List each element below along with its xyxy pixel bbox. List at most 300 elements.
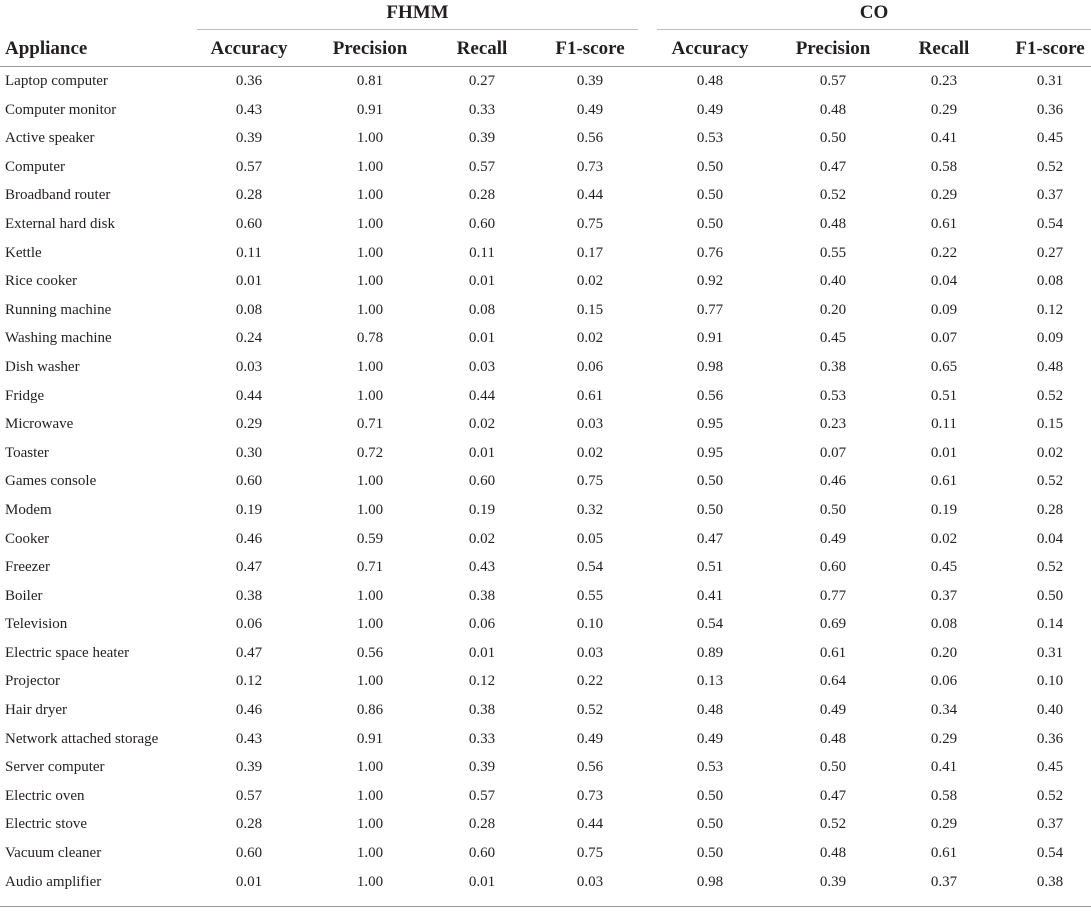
column-header-row: [0, 32, 1091, 67]
metric-value-cell: 0.56: [576, 759, 604, 776]
metric-value-cell: 0.48: [1036, 358, 1064, 375]
table-row: [0, 353, 1091, 382]
appliance-name-cell: Cooker: [5, 530, 50, 547]
co-recall-header: Recall: [918, 38, 970, 59]
table-row: [0, 868, 1091, 897]
metric-value-cell: 0.86: [356, 702, 384, 719]
metric-value-cell: 0.49: [819, 702, 847, 719]
metric-value-cell: 0.75: [576, 845, 604, 862]
appliance-name-cell: Running machine: [5, 301, 112, 318]
metric-value-cell: 0.11: [236, 244, 262, 261]
metric-value-cell: 0.28: [235, 816, 263, 833]
appliance-name-cell: Rice cooker: [5, 273, 78, 290]
table-body: [0, 67, 1091, 896]
metric-value-cell: 0.54: [1036, 845, 1064, 862]
metric-value-cell: 1.00: [356, 473, 384, 490]
table-row: [0, 639, 1091, 668]
metric-value-cell: 0.52: [1036, 559, 1064, 576]
metric-value-cell: 1.00: [356, 845, 384, 862]
metric-value-cell: 0.19: [930, 501, 958, 518]
metric-value-cell: 0.57: [235, 158, 263, 175]
metric-value-cell: 0.57: [819, 73, 847, 89]
table-row: [0, 181, 1091, 210]
appliance-name-cell: Microwave: [5, 416, 74, 433]
metric-value-cell: 0.48: [696, 73, 724, 89]
metric-value-cell: 0.44: [576, 187, 604, 204]
metric-value-cell: 0.52: [1036, 787, 1064, 804]
metric-value-cell: 0.45: [819, 330, 847, 347]
metric-value-cell: 0.28: [468, 816, 496, 833]
metric-value-cell: 0.28: [468, 187, 496, 204]
metric-value-cell: 0.51: [930, 387, 958, 404]
metric-value-cell: 0.06: [576, 358, 604, 375]
metric-value-cell: 0.30: [235, 444, 263, 461]
appliance-name-cell: Games console: [5, 473, 97, 490]
metric-value-cell: 0.49: [819, 530, 847, 547]
metric-value-cell: 0.53: [819, 387, 847, 404]
metric-value-cell: 0.02: [468, 530, 496, 547]
metric-value-cell: 0.20: [819, 301, 847, 318]
metric-value-cell: 0.29: [930, 730, 958, 747]
metric-value-cell: 0.45: [930, 559, 958, 576]
metric-value-cell: 0.50: [696, 845, 724, 862]
group-rule-fhmm: [197, 29, 638, 30]
metric-value-cell: 0.92: [696, 273, 724, 290]
metric-value-cell: 0.04: [1036, 530, 1064, 547]
metric-value-cell: 0.55: [576, 587, 604, 604]
metric-value-cell: 0.56: [356, 644, 384, 661]
metric-value-cell: 1.00: [356, 587, 384, 604]
metric-value-cell: 0.15: [1036, 416, 1064, 433]
metric-value-cell: 0.52: [819, 187, 847, 204]
metric-value-cell: 1.00: [356, 358, 384, 375]
metric-value-cell: 0.39: [235, 759, 263, 776]
metric-value-cell: 0.44: [235, 387, 263, 404]
metric-value-cell: 0.48: [696, 702, 724, 719]
metric-value-cell: 0.53: [696, 130, 724, 147]
metric-value-cell: 0.44: [468, 387, 496, 404]
metric-value-cell: 0.59: [356, 530, 384, 547]
table-row: [0, 239, 1091, 268]
metric-value-cell: 0.75: [576, 215, 604, 232]
metric-value-cell: 0.52: [1036, 387, 1064, 404]
appliance-name-cell: Toaster: [5, 444, 49, 461]
metric-value-cell: 0.43: [468, 559, 496, 576]
metric-value-cell: 0.65: [930, 358, 958, 375]
metric-value-cell: 0.49: [696, 730, 724, 747]
metric-value-cell: 0.49: [576, 730, 604, 747]
metric-value-cell: 0.02: [576, 444, 604, 461]
metric-value-cell: 1.00: [356, 616, 384, 633]
metric-value-cell: 0.31: [1036, 73, 1064, 89]
table-row: [0, 667, 1091, 696]
appliance-name-cell: Network attached storage: [5, 730, 159, 747]
metric-value-cell: 0.91: [356, 101, 384, 118]
table-bottom-rule: [0, 906, 1091, 907]
metric-value-cell: 0.24: [235, 330, 263, 347]
table-row: [0, 67, 1091, 96]
table-row: [0, 696, 1091, 725]
metric-value-cell: 0.98: [696, 873, 724, 890]
metric-value-cell: 0.22: [930, 244, 958, 261]
table-row: [0, 124, 1091, 153]
metric-value-cell: 0.46: [235, 702, 263, 719]
metric-value-cell: 0.06: [468, 616, 496, 633]
table-row: [0, 725, 1091, 754]
metric-value-cell: 0.54: [696, 616, 724, 633]
table-row: [0, 782, 1091, 811]
metric-value-cell: 0.06: [930, 673, 958, 690]
metric-value-cell: 1.00: [356, 187, 384, 204]
metric-value-cell: 0.41: [930, 130, 958, 147]
metric-value-cell: 1.00: [356, 158, 384, 175]
metric-value-cell: 0.60: [235, 215, 263, 232]
metric-value-cell: 0.73: [576, 158, 604, 175]
table-row: [0, 753, 1091, 782]
metric-value-cell: 0.36: [235, 73, 263, 89]
metric-value-cell: 0.40: [1036, 702, 1064, 719]
metric-value-cell: 0.98: [696, 358, 724, 375]
metric-value-cell: 0.39: [576, 73, 604, 89]
metric-value-cell: 0.91: [696, 330, 724, 347]
metric-value-cell: 0.19: [235, 501, 263, 518]
metric-value-cell: 0.71: [356, 559, 384, 576]
metric-value-cell: 0.03: [576, 416, 604, 433]
table-row: [0, 382, 1091, 411]
metric-value-cell: 0.10: [576, 616, 604, 633]
metric-value-cell: 0.41: [930, 759, 958, 776]
appliance-name-cell: Audio amplifier: [5, 873, 102, 890]
metric-value-cell: 0.38: [235, 587, 263, 604]
metric-value-cell: 0.10: [1036, 673, 1064, 690]
metric-value-cell: 0.14: [1036, 616, 1064, 633]
metric-value-cell: 0.27: [1036, 244, 1064, 261]
metric-value-cell: 0.01: [930, 444, 958, 461]
metric-value-cell: 0.71: [356, 416, 384, 433]
metric-value-cell: 0.08: [235, 301, 263, 318]
table-row: [0, 839, 1091, 868]
metric-value-cell: 0.37: [1036, 816, 1064, 833]
metric-value-cell: 0.03: [576, 873, 604, 890]
appliance-name-cell: Television: [5, 616, 68, 633]
metric-value-cell: 0.77: [819, 587, 847, 604]
metric-value-cell: 0.02: [930, 530, 958, 547]
table-row: [0, 553, 1091, 582]
metric-value-cell: 0.09: [930, 301, 958, 318]
metric-value-cell: 0.05: [576, 530, 604, 547]
metric-value-cell: 0.36: [1036, 101, 1064, 118]
metric-value-cell: 0.01: [468, 444, 496, 461]
metric-value-cell: 0.51: [696, 559, 724, 576]
metric-value-cell: 0.58: [930, 158, 958, 175]
metric-value-cell: 0.95: [696, 444, 724, 461]
group-header-row: [0, 0, 1091, 32]
appliance-name-cell: Kettle: [5, 244, 42, 261]
metric-value-cell: 0.58: [930, 787, 958, 804]
metric-value-cell: 0.39: [468, 130, 496, 147]
appliance-name-cell: Broadband router: [5, 187, 111, 204]
metric-value-cell: 0.60: [468, 473, 496, 490]
metric-value-cell: 0.56: [696, 387, 724, 404]
appliance-name-cell: Electric space heater: [5, 644, 130, 661]
table-row: [0, 324, 1091, 353]
metric-value-cell: 0.50: [819, 130, 847, 147]
metric-value-cell: 0.49: [576, 101, 604, 118]
metric-value-cell: 0.60: [819, 559, 847, 576]
metric-value-cell: 0.34: [930, 702, 958, 719]
metric-value-cell: 0.38: [1036, 873, 1064, 890]
metric-value-cell: 0.57: [468, 158, 496, 175]
table-row: [0, 467, 1091, 496]
table-row: [0, 582, 1091, 611]
metric-value-cell: 0.50: [696, 215, 724, 232]
metric-value-cell: 0.44: [576, 816, 604, 833]
appliance-column-header: Appliance: [5, 38, 88, 59]
group-rule-co: [657, 29, 1091, 30]
metric-value-cell: 1.00: [356, 387, 384, 404]
metric-value-cell: 0.60: [468, 845, 496, 862]
metric-value-cell: 0.19: [468, 501, 496, 518]
appliance-name-cell: Fridge: [5, 387, 45, 404]
metric-value-cell: 0.11: [931, 416, 957, 433]
metric-value-cell: 0.69: [819, 616, 847, 633]
metric-value-cell: 0.17: [576, 244, 604, 261]
metric-value-cell: 0.12: [468, 673, 496, 690]
metric-value-cell: 0.60: [468, 215, 496, 232]
metric-value-cell: 0.75: [576, 473, 604, 490]
metric-value-cell: 0.50: [696, 473, 724, 490]
metric-value-cell: 0.61: [819, 644, 847, 661]
metric-value-cell: 0.28: [235, 187, 263, 204]
metric-value-cell: 0.47: [235, 644, 263, 661]
metric-value-cell: 1.00: [356, 759, 384, 776]
metric-value-cell: 0.48: [819, 215, 847, 232]
metric-value-cell: 0.57: [468, 787, 496, 804]
appliance-name-cell: Dish washer: [5, 358, 80, 375]
metric-value-cell: 1.00: [356, 816, 384, 833]
metric-value-cell: 0.46: [235, 530, 263, 547]
metric-value-cell: 0.61: [930, 215, 958, 232]
metric-value-cell: 0.40: [819, 273, 847, 290]
appliance-name-cell: External hard disk: [5, 215, 115, 232]
metric-value-cell: 0.50: [696, 187, 724, 204]
metric-value-cell: 0.54: [1036, 215, 1064, 232]
appliance-name-cell: Electric stove: [5, 816, 88, 833]
metric-value-cell: 0.39: [819, 873, 847, 890]
metric-value-cell: 0.39: [468, 759, 496, 776]
metric-value-cell: 1.00: [356, 301, 384, 318]
appliance-name-cell: Hair dryer: [5, 702, 68, 719]
metric-value-cell: 0.02: [468, 416, 496, 433]
metric-value-cell: 0.07: [930, 330, 958, 347]
metric-value-cell: 0.01: [235, 273, 263, 290]
metric-value-cell: 0.08: [930, 616, 958, 633]
appliance-name-cell: Server computer: [5, 759, 105, 776]
metric-value-cell: 1.00: [356, 873, 384, 890]
fhmm-accuracy-header: Accuracy: [210, 38, 288, 59]
metric-value-cell: 0.73: [576, 787, 604, 804]
table-row: [0, 810, 1091, 839]
appliance-name-cell: Vacuum cleaner: [5, 845, 102, 862]
metric-value-cell: 0.08: [468, 301, 496, 318]
metric-value-cell: 0.64: [819, 673, 847, 690]
metric-value-cell: 1.00: [356, 273, 384, 290]
metric-value-cell: 0.78: [356, 330, 384, 347]
metric-value-cell: 0.01: [468, 644, 496, 661]
metric-value-cell: 0.60: [235, 845, 263, 862]
metric-value-cell: 0.52: [1036, 158, 1064, 175]
metric-value-cell: 0.53: [696, 759, 724, 776]
metric-value-cell: 0.03: [576, 644, 604, 661]
metric-value-cell: 1.00: [356, 501, 384, 518]
metric-value-cell: 0.01: [468, 873, 496, 890]
metric-value-cell: 0.13: [696, 673, 724, 690]
appliance-name-cell: Projector: [5, 673, 60, 690]
metric-value-cell: 0.07: [819, 444, 847, 461]
metric-value-cell: 0.09: [1036, 330, 1064, 347]
metric-value-cell: 0.47: [696, 530, 724, 547]
appliance-name-cell: Boiler: [5, 587, 43, 604]
metric-value-cell: 0.47: [235, 559, 263, 576]
metric-value-cell: 0.29: [930, 816, 958, 833]
metric-value-cell: 0.47: [819, 158, 847, 175]
metric-value-cell: 0.77: [696, 301, 724, 318]
metric-value-cell: 0.52: [819, 816, 847, 833]
table-row: [0, 210, 1091, 239]
metric-value-cell: 0.37: [930, 587, 958, 604]
metric-value-cell: 0.50: [696, 158, 724, 175]
metric-value-cell: 0.29: [930, 187, 958, 204]
metric-value-cell: 0.50: [819, 501, 847, 518]
metric-value-cell: 0.55: [819, 244, 847, 261]
metric-value-cell: 0.02: [576, 330, 604, 347]
metric-value-cell: 0.36: [1036, 730, 1064, 747]
metric-value-cell: 0.50: [1036, 587, 1064, 604]
metric-value-cell: 0.48: [819, 101, 847, 118]
table-row: [0, 410, 1091, 439]
metric-value-cell: 0.60: [235, 473, 263, 490]
metric-value-cell: 0.01: [235, 873, 263, 890]
table-row: [0, 96, 1091, 125]
table-row: [0, 153, 1091, 182]
metric-value-cell: 0.37: [1036, 187, 1064, 204]
appliance-name-cell: Laptop computer: [5, 73, 108, 89]
metric-value-cell: 0.20: [930, 644, 958, 661]
fhmm-recall-header: Recall: [456, 38, 508, 59]
metric-value-cell: 0.06: [235, 616, 263, 633]
metric-value-cell: 0.12: [235, 673, 263, 690]
metric-value-cell: 0.54: [576, 559, 604, 576]
metric-value-cell: 0.57: [235, 787, 263, 804]
metric-value-cell: 0.38: [468, 702, 496, 719]
metric-value-cell: 0.50: [696, 816, 724, 833]
metric-value-cell: 1.00: [356, 244, 384, 261]
metric-value-cell: 0.11: [469, 244, 495, 261]
metric-value-cell: 0.49: [696, 101, 724, 118]
table-row: [0, 439, 1091, 468]
metric-value-cell: 0.48: [819, 730, 847, 747]
metric-value-cell: 0.95: [696, 416, 724, 433]
appliance-name-cell: Electric oven: [5, 787, 85, 804]
appliance-name-cell: Computer: [5, 158, 65, 175]
metric-value-cell: 0.29: [930, 101, 958, 118]
metric-value-cell: 0.03: [468, 358, 496, 375]
metric-value-cell: 0.04: [930, 273, 958, 290]
metric-value-cell: 1.00: [356, 787, 384, 804]
metric-value-cell: 0.43: [235, 730, 263, 747]
metric-value-cell: 0.08: [1036, 273, 1064, 290]
metric-value-cell: 0.48: [819, 845, 847, 862]
metric-value-cell: 0.50: [696, 787, 724, 804]
co-f1-score-header: F1-score: [1015, 38, 1085, 59]
appliance-name-cell: Freezer: [5, 559, 50, 576]
metric-value-cell: 0.81: [356, 73, 384, 89]
table-row: [0, 496, 1091, 525]
metric-value-cell: 0.33: [468, 730, 496, 747]
table-row: [0, 267, 1091, 296]
metric-value-cell: 0.72: [356, 444, 384, 461]
co-precision-header: Precision: [795, 38, 871, 59]
metric-value-cell: 0.31: [1036, 644, 1064, 661]
metric-value-cell: 0.46: [819, 473, 847, 490]
metric-value-cell: 0.03: [235, 358, 263, 375]
metric-value-cell: 0.47: [819, 787, 847, 804]
metric-value-cell: 1.00: [356, 215, 384, 232]
metric-value-cell: 0.45: [1036, 130, 1064, 147]
metric-value-cell: 0.76: [696, 244, 724, 261]
fhmm-f1-score-header: F1-score: [555, 38, 625, 59]
metric-value-cell: 0.45: [1036, 759, 1064, 776]
appliance-name-cell: Washing machine: [5, 330, 112, 347]
metric-value-cell: 1.00: [356, 673, 384, 690]
metric-value-cell: 0.02: [576, 273, 604, 290]
metric-value-cell: 0.50: [696, 501, 724, 518]
metric-value-cell: 0.52: [1036, 473, 1064, 490]
metric-value-cell: 0.01: [468, 273, 496, 290]
metric-value-cell: 0.37: [930, 873, 958, 890]
fhmm-precision-header: Precision: [332, 38, 408, 59]
metric-value-cell: 0.91: [356, 730, 384, 747]
metric-value-cell: 0.22: [576, 673, 604, 690]
metric-value-cell: 0.56: [576, 130, 604, 147]
metric-value-cell: 0.28: [1036, 501, 1064, 518]
table-row: [0, 525, 1091, 554]
metric-value-cell: 1.00: [356, 130, 384, 147]
metric-value-cell: 0.02: [1036, 444, 1064, 461]
group-header-fhmm: FHMM: [386, 2, 449, 23]
metric-value-cell: 0.33: [468, 101, 496, 118]
appliance-name-cell: Active speaker: [5, 130, 95, 147]
metric-value-cell: 0.61: [930, 845, 958, 862]
metric-value-cell: 0.23: [819, 416, 847, 433]
table-row: [0, 296, 1091, 325]
appliance-name-cell: Modem: [5, 501, 52, 518]
metric-value-cell: 0.23: [930, 73, 958, 89]
metric-value-cell: 0.27: [468, 73, 496, 89]
metric-value-cell: 0.61: [576, 387, 604, 404]
appliance-name-cell: Computer monitor: [5, 101, 117, 118]
metric-value-cell: 0.38: [819, 358, 847, 375]
metric-value-cell: 0.39: [235, 130, 263, 147]
group-header-co: CO: [859, 2, 889, 23]
metric-value-cell: 0.32: [576, 501, 604, 518]
metric-value-cell: 0.01: [468, 330, 496, 347]
metric-value-cell: 0.89: [696, 644, 724, 661]
table-row: [0, 610, 1091, 639]
metric-value-cell: 0.43: [235, 101, 263, 118]
co-accuracy-header: Accuracy: [671, 38, 749, 59]
metric-value-cell: 0.41: [696, 587, 724, 604]
